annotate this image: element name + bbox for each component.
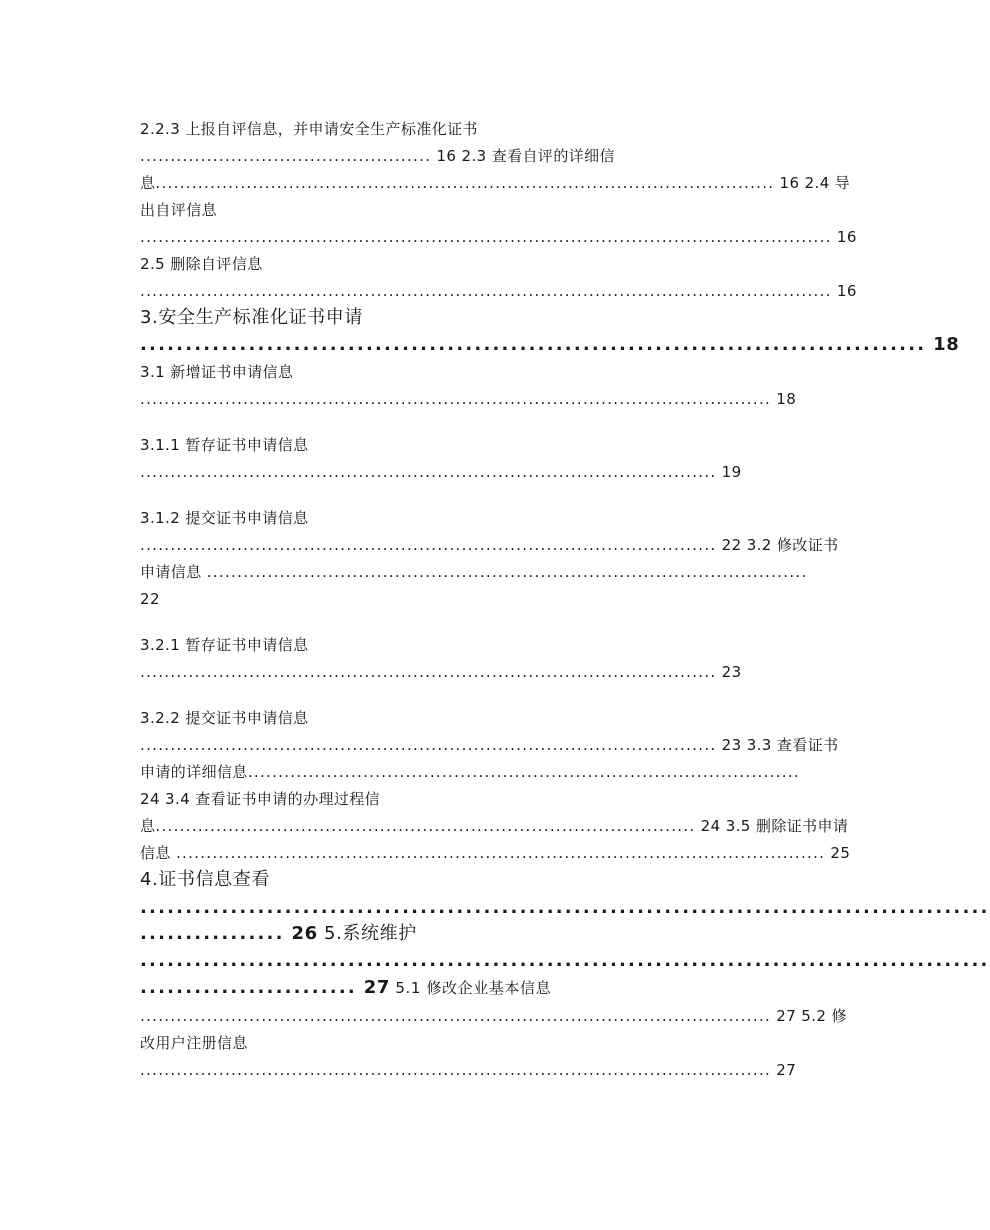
toc-page-number: 27 <box>771 1061 797 1079</box>
toc-leader: .................................................................................................................. <box>140 228 832 246</box>
toc-line <box>140 388 815 410</box>
toc-line <box>140 333 960 357</box>
toc-leader: ........................ <box>140 977 357 998</box>
toc-text: 5.1 修改企业基本信息 <box>390 979 552 997</box>
toc-leader: ...................................................................................................... <box>155 174 775 192</box>
toc-text: 23 3.3 查看证书 <box>716 736 839 754</box>
toc-line <box>140 815 849 837</box>
toc-leader: ....................................................................................... <box>140 334 927 355</box>
toc-line <box>140 734 839 756</box>
toc-line <box>140 507 815 529</box>
toc-heading-text: 4.证书信息查看 <box>140 869 270 890</box>
toc-line <box>140 145 815 167</box>
toc-line <box>140 949 990 973</box>
toc-text: 申请信息 <box>140 563 207 581</box>
toc-page-number: 26 <box>284 923 318 944</box>
toc-leader: ......................................................................................... <box>155 817 696 835</box>
toc-text: 息 <box>140 174 156 192</box>
toc-page-number: 16 <box>831 282 857 300</box>
toc-leader: .............................................................................................. <box>140 950 990 971</box>
toc-heading-text: 5.系统维护 <box>317 923 417 944</box>
toc-leader: ........................................................................................... <box>247 763 801 781</box>
toc-line <box>140 253 815 275</box>
toc-text: 3.1.1 暂存证书申请信息 <box>140 436 309 454</box>
toc-leader: ........................................................................................................ <box>140 390 772 408</box>
toc-line <box>140 1005 847 1027</box>
toc-line <box>140 588 815 610</box>
toc-leader: ................ <box>140 923 285 944</box>
toc-text: 3.1 新增证书申请信息 <box>140 363 294 381</box>
toc-line <box>140 788 815 810</box>
toc-text: 信息 <box>140 844 176 862</box>
toc-page-number: 18 <box>926 334 960 355</box>
toc-line <box>140 434 815 456</box>
toc-line <box>140 922 815 946</box>
toc-line <box>140 280 857 302</box>
toc-line <box>140 761 815 783</box>
toc-page-number: 16 <box>831 228 857 246</box>
toc-line <box>140 976 815 1000</box>
toc-text: 27 5.2 修 <box>771 1007 847 1025</box>
toc-page-number: 18 <box>771 390 797 408</box>
toc-leader: .................................................................................................................. <box>140 282 832 300</box>
toc-leader: ........................................................................................................ <box>140 1007 772 1025</box>
toc-line <box>140 842 851 864</box>
toc-leader: ................................................ <box>140 147 432 165</box>
toc-line <box>140 461 815 483</box>
toc-leader: ............................................................................................... <box>140 536 717 554</box>
toc-leader: ........................................................................................................... <box>175 844 826 862</box>
toc-line <box>140 361 815 383</box>
toc-text: 3.2.1 暂存证书申请信息 <box>140 636 309 654</box>
toc-line <box>140 707 815 729</box>
toc-page-number: 23 <box>716 663 742 681</box>
toc-line <box>140 661 815 683</box>
toc-text: 申请的详细信息 <box>140 763 248 781</box>
toc-line <box>140 172 851 194</box>
toc-line <box>140 896 990 920</box>
toc-text: 息 <box>140 817 156 835</box>
toc-text: 24 3.4 查看证书申请的办理过程信 <box>140 790 381 808</box>
toc-page-number: 25 <box>825 844 851 862</box>
toc-leader: ................................................................................................... <box>206 563 808 581</box>
toc-text: 22 3.2 修改证书 <box>716 536 839 554</box>
toc-page-number: 19 <box>716 463 742 481</box>
toc-text: 3.1.2 提交证书申请信息 <box>140 509 309 527</box>
toc-text: 16 2.3 查看自评的详细信 <box>431 147 615 165</box>
toc-text: 24 3.5 删除证书申请 <box>695 817 849 835</box>
toc-line <box>140 118 815 140</box>
toc-text: 2.5 删除自评信息 <box>140 255 263 273</box>
toc-line <box>140 1059 815 1081</box>
toc-heading <box>140 868 815 892</box>
toc-line <box>140 634 815 656</box>
toc-line <box>140 534 839 556</box>
toc-leader: ............................................................................................... <box>140 736 717 754</box>
toc-leader: ........................................................................................................ <box>140 1061 772 1079</box>
toc-line <box>140 561 815 583</box>
toc-text: 2.2.3 上报自评信息，并申请安全生产标准化证书 <box>140 120 478 138</box>
toc-line <box>140 1032 815 1054</box>
toc-page-number: 27 <box>356 977 391 998</box>
toc-text: 3.2.2 提交证书申请信息 <box>140 709 309 727</box>
toc-line <box>140 199 815 221</box>
toc-text: 改用户注册信息 <box>140 1034 248 1052</box>
toc-page-number: 22 <box>140 590 160 608</box>
toc-heading <box>140 306 815 330</box>
toc-leader: ............................................................................................... <box>140 663 717 681</box>
toc-line <box>140 226 857 248</box>
toc-text: 16 2.4 导 <box>774 174 851 192</box>
toc-leader: ............................................................................................... <box>140 463 717 481</box>
toc-heading-text: 3.安全生产标准化证书申请 <box>140 307 363 328</box>
toc-leader: .............................................................................................. <box>140 897 990 918</box>
toc-text: 出自评信息 <box>140 201 218 219</box>
